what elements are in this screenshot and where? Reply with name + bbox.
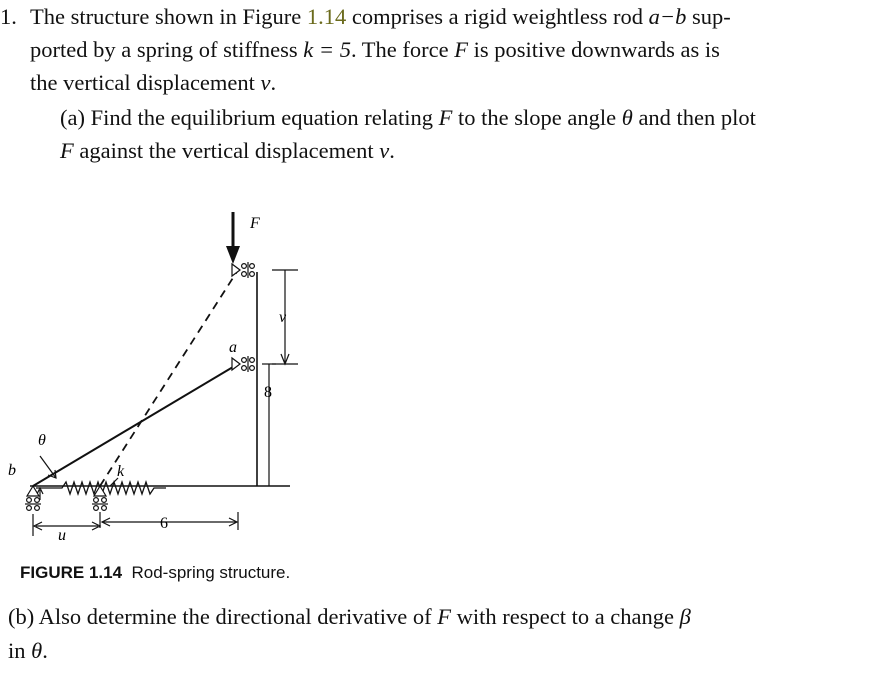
figure-caption-label: FIGURE 1.14: [20, 563, 123, 582]
figure-label-theta: θ: [38, 432, 46, 449]
figure-caption: [20, 563, 290, 583]
theta-arrow: [40, 456, 56, 478]
support-top-a: [232, 262, 254, 278]
problem-line-1: The structure shown in Figure 1.14 comprises a rigid weightless rod a−b sup-: [30, 4, 731, 29]
figure-label-k: k: [117, 463, 125, 480]
figure-reference-link[interactable]: 1.14: [306, 4, 347, 29]
part-a-line-2: F against the vertical displacement v.: [60, 138, 395, 163]
support-a: [232, 356, 254, 372]
part-b-line-1: (b) Also determine the directional derivative of F with respect to a change β: [8, 604, 691, 629]
figure-label-v: v: [279, 309, 287, 326]
rod-spring-figure: [0, 195, 889, 555]
problem-line-2: ported by a spring of stiffness k = 5. The force F is positive downwards as is: [30, 37, 720, 62]
figure-label-b: b: [8, 462, 16, 479]
figure-label-8: 8: [264, 384, 272, 401]
figure-label-6: 6: [160, 515, 168, 532]
figure-caption-text: Rod-spring structure.: [131, 563, 291, 582]
rod-ab: [33, 364, 238, 486]
problem-number: 1.: [0, 4, 17, 29]
figure-label-u: u: [58, 527, 66, 544]
force-arrow-head: [226, 246, 240, 264]
support-spring-roller: [92, 486, 108, 510]
figure-label-F: F: [250, 215, 260, 232]
problem-line-3: the vertical displacement v.: [30, 70, 277, 95]
part-a-line-1: (a) Find the equilibrium equation relating F to the slope angle θ and then plot: [60, 105, 756, 130]
rod-deflected: [100, 270, 238, 486]
part-b-line-2: in θ.: [8, 638, 48, 663]
figure-label-a: a: [229, 339, 237, 356]
